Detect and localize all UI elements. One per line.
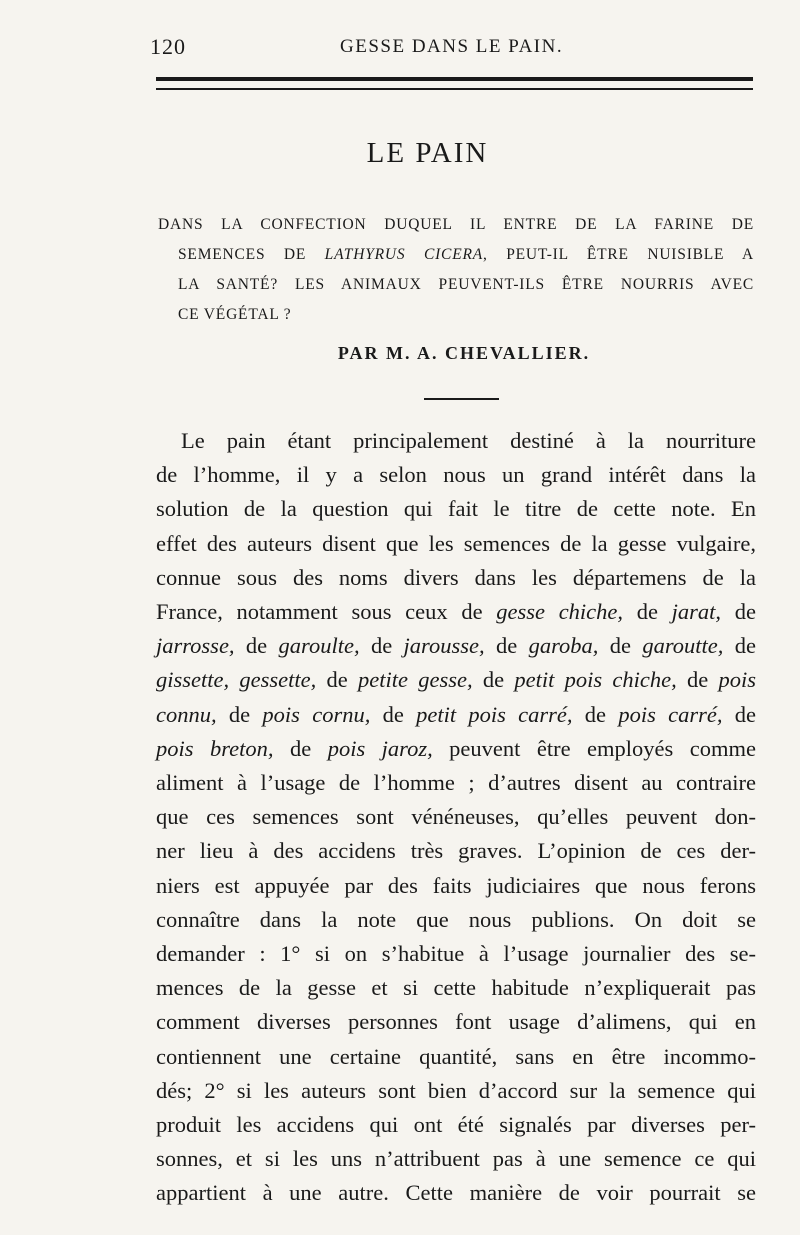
running-title: GESSE DANS LE PAIN. bbox=[340, 36, 564, 57]
species-name: LATHYRUS CICERA bbox=[324, 246, 483, 263]
body-paragraph bbox=[156, 424, 756, 1211]
text-line: effet des auteurs disent que les semences de la gesse vulgaire, bbox=[156, 530, 756, 556]
author-byline: PAR M. A. CHEVALLIER. bbox=[337, 343, 591, 363]
text-line: ner lieu à des accidens très graves. L’opinion de ces der- bbox=[156, 838, 756, 864]
text-line: jarrosse, de garoulte, de jarousse, de garoba, de garoutte, de bbox=[156, 633, 756, 659]
text-line: connue sous des noms divers dans les départemens de la bbox=[156, 564, 756, 590]
text-line: produit les accidens qui ont été signalés par diverses per- bbox=[156, 1112, 756, 1138]
text-line: de l’homme, il y a selon nous un grand intérêt dans la bbox=[156, 462, 756, 488]
header-rule-thin bbox=[156, 88, 753, 90]
subtitle-line: LA SANTÉ? LES ANIMAUX PEUVENT-ILS ÊTRE NOURRIS AVEC bbox=[178, 276, 754, 293]
text-line: que ces semences sont vénéneuses, qu’elles peuvent don- bbox=[156, 804, 756, 830]
article-title: LE PAIN bbox=[366, 137, 489, 169]
text-line: sonnes, et si les uns n’attribuent pas à une semence ce qui bbox=[156, 1146, 756, 1172]
subtitle-line: DANS LA CONFECTION DUQUEL IL ENTRE DE LA FARINE DE bbox=[158, 216, 754, 233]
text-line: comment diverses personnes font usage d’alimens, qui en bbox=[156, 1009, 756, 1035]
text-line: France, notamment sous ceux de gesse chiche, de jarat, de bbox=[156, 599, 756, 625]
text-line: connu, de pois cornu, de petit pois carré, de pois carré, de bbox=[156, 701, 756, 727]
page-number: 120 bbox=[150, 34, 186, 59]
text-line: mences de la gesse et si cette habitude n’expliquerait pas bbox=[156, 975, 756, 1001]
text-line: appartient à une autre. Cette manière de voir pourrait se bbox=[156, 1180, 756, 1206]
section-divider bbox=[424, 398, 499, 400]
text-line: contiennent une certaine quantité, sans en être incommo- bbox=[156, 1043, 756, 1069]
text-line: connaître dans la note que nous publions. On doit se bbox=[156, 906, 756, 932]
header-rule-thick bbox=[156, 77, 753, 81]
text-line: pois breton, de pois jaroz, peuvent être employés comme bbox=[156, 735, 756, 761]
text-line: solution de la question qui fait le titre de cette note. En bbox=[156, 496, 756, 522]
subtitle-line: CE VÉGÉTAL ? bbox=[178, 306, 292, 323]
text-line: Le pain étant principalement destiné à la nourriture bbox=[181, 428, 756, 453]
text-line: niers est appuyée par des faits judiciaires que nous ferons bbox=[156, 872, 756, 898]
article-subtitle bbox=[158, 210, 754, 330]
text-line: dés; 2° si les auteurs sont bien d’accord sur la semence qui bbox=[156, 1077, 756, 1103]
text-line: aliment à l’usage de l’homme ; d’autres disent au contraire bbox=[156, 770, 756, 796]
text-line: gissette, gessette, de petite gesse, de petit pois chiche, de pois bbox=[156, 667, 757, 693]
running-head bbox=[150, 34, 755, 60]
subtitle-line: SEMENCES DE LATHYRUS CICERA, PEUT-IL ÊTRE NUISIBLE A bbox=[178, 246, 754, 263]
text-line: demander : 1° si on s’habitue à l’usage journalier des se- bbox=[156, 941, 756, 967]
